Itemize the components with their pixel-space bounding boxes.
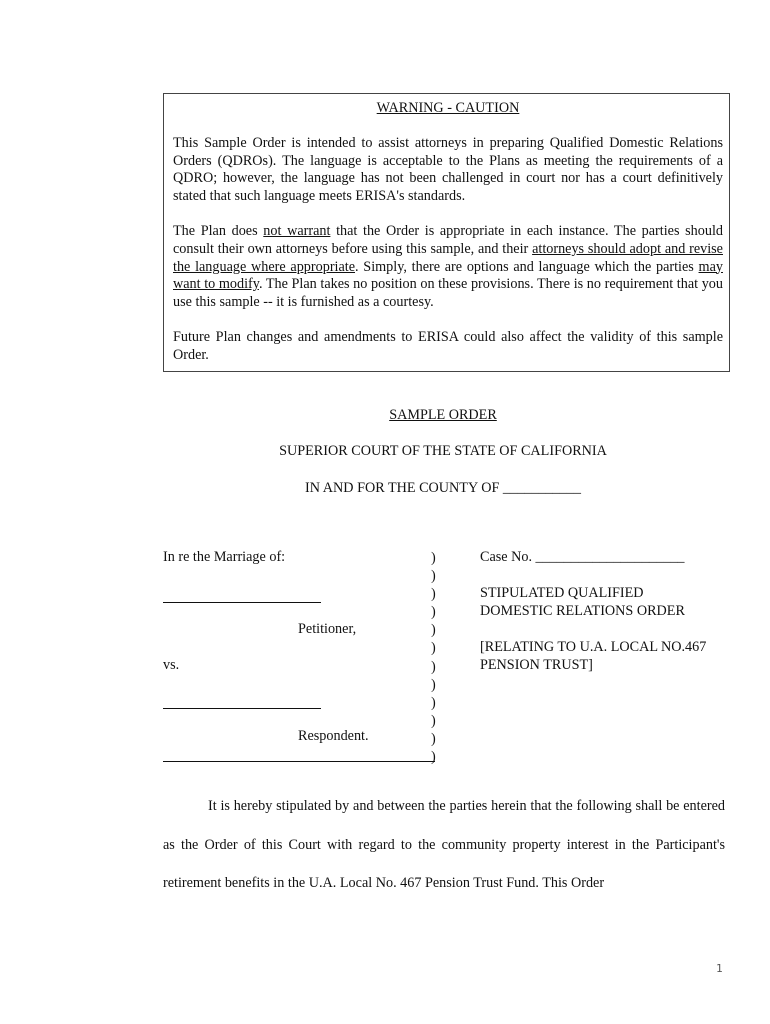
- relating-line-1: [RELATING TO U.A. LOCAL NO.467: [480, 639, 707, 655]
- order-title-line-2: DOMESTIC RELATIONS ORDER: [480, 603, 685, 619]
- warning-caution-box: [163, 93, 730, 372]
- respondent-label: Respondent.: [298, 728, 369, 744]
- paren: ): [431, 586, 436, 603]
- marriage-caption: In re the Marriage of:: [163, 549, 286, 565]
- county-heading: IN AND FOR THE COUNTY OF ___________: [305, 480, 581, 496]
- caption-paren-column: [431, 549, 443, 766]
- stipulation-paragraph: It is hereby stipulated by and between the parties herein that the following shall be entered as the Order of this Court with regard to the community property interest in the Participant's retirement benefits in the U.A. Local No. 467 Pension Trust Fund. This Order: [163, 798, 725, 891]
- petitioner-name-line: [163, 590, 321, 608]
- warning-paragraph-1: This Sample Order is intended to assist attorneys in preparing Qualified Domestic Relations Orders (QDROs). The language is acceptable to the Plans as meeting the requirements of a QDRO; however, the language has not been challenged in court nor has a court definitively stated that such language meets ERISA's standards.: [173, 134, 723, 205]
- warning-paragraph-3: Future Plan changes and amendments to ERISA could also affect the validity of this sample Order.: [173, 328, 723, 363]
- paren: ): [431, 676, 436, 693]
- respondent-name-line: [163, 696, 321, 714]
- sample-order-heading: SAMPLE ORDER: [389, 407, 497, 423]
- court-heading: SUPERIOR COURT OF THE STATE OF CALIFORNIA: [279, 443, 607, 459]
- paren: ): [431, 658, 436, 675]
- order-title-line-1: STIPULATED QUALIFIED: [480, 585, 644, 601]
- page-number: 1: [716, 962, 723, 975]
- caption-bottom-line: [163, 749, 435, 767]
- paren: ): [431, 694, 436, 711]
- paren: ): [431, 568, 436, 585]
- relating-line-2: PENSION TRUST]: [480, 657, 593, 673]
- paren: ): [431, 640, 436, 657]
- paren: ): [431, 604, 436, 621]
- warning-paragraph-2: The Plan does not warrant that the Order is appropriate in each instance. The parties should consult their own attorneys before using this sample, and their attorneys should adopt and revise the language where appropriate. Simply, there are options and language which the parties may want to modify. The Plan takes no position on these provisions. There is no requirement that you use this sample -- it is furnished as a courtesy.: [173, 222, 723, 311]
- paren: ): [431, 550, 436, 566]
- case-number: Case No. _____________________: [480, 549, 685, 565]
- paren: ): [431, 712, 436, 729]
- warning-title: WARNING - CAUTION: [376, 100, 520, 116]
- paren: ): [431, 622, 436, 639]
- paren: ): [431, 749, 436, 766]
- paren: ): [431, 730, 436, 747]
- petitioner-label: Petitioner,: [298, 621, 357, 637]
- vs-label: vs.: [163, 657, 180, 673]
